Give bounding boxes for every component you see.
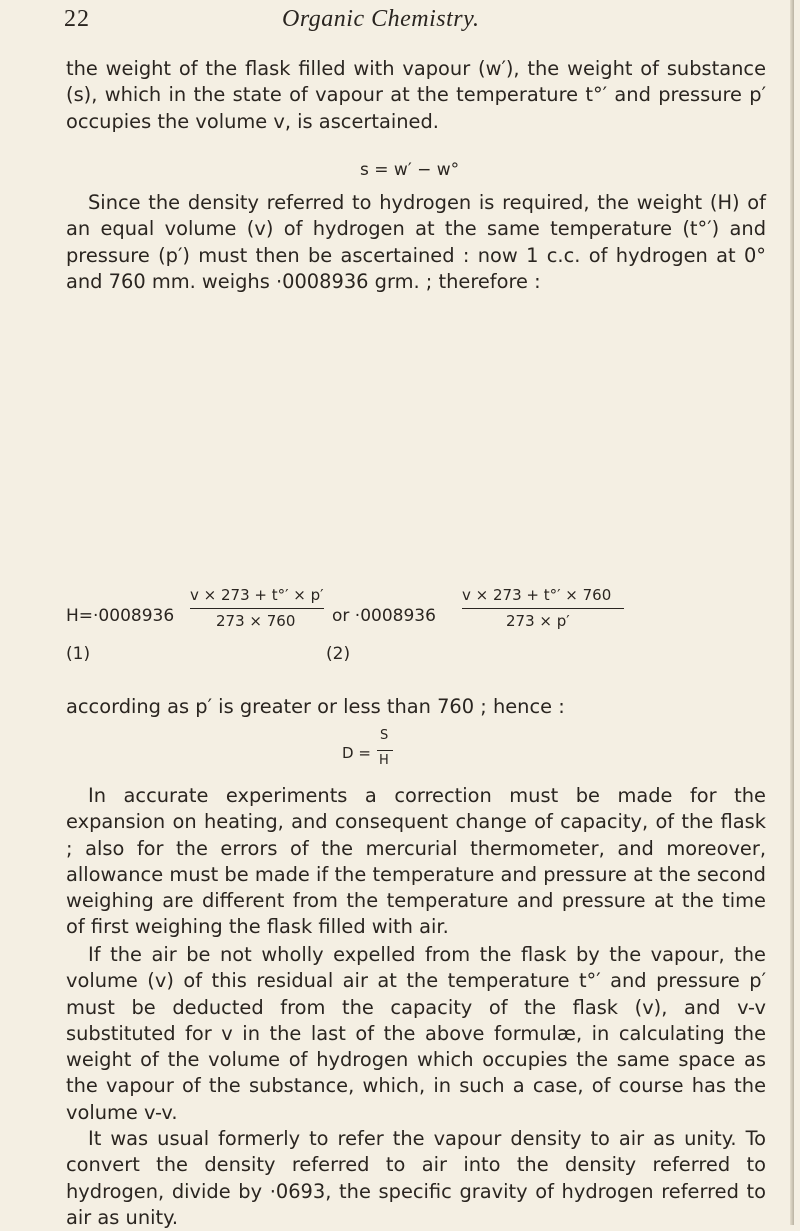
paragraph-4: In accurate experiments a correction must be made for the expansion on heating, and consequent change of capacity, of the flask ; also for the errors of the mercurial thermometer, and moreover, allowance must be made if the temperature and pressure at the second weighing are different from the temperature and pressure at the time of first weighing the flask filled with air. [66,784,766,939]
paragraph-3: according as p′ is greater or less than 760 ; hence : [66,695,565,718]
formula-denominator-2: 273 × p′ [506,612,570,630]
fraction-bar-2 [462,608,624,609]
formula-or: or ·0008936 [332,606,436,626]
equation-s: s = w′ − w° [360,160,460,180]
page-number: 22 [64,6,90,32]
running-title: Organic Chemistry. [282,6,480,32]
formula-denominator-1: 273 × 760 [216,612,296,630]
density-fraction-bar [377,750,393,751]
paragraph-6: It was usual formerly to refer the vapour density to air as unity. To convert the density referred to air into the density referred to hydrogen, divide by ·0693, the specific gravity of hydrogen referred to air as unity. [66,1127,766,1229]
hydrogen-weight-formula [66,586,766,696]
density-numerator: S [380,728,389,743]
density-lhs: D = [342,744,371,762]
density-equation [342,728,422,778]
formula-numerator-2: v × 273 + t°′ × 760 [462,586,612,604]
formula-numerator-1: v × 273 + t°′ × p′ [190,586,324,604]
page-edge [790,0,794,1225]
formula-label-1: (1) [66,644,91,664]
paragraph-5: If the air be not wholly expelled from the flask by the vapour, the volume (v) of this residual air at the temperature t°′ and pressure p′ must be deducted from the capacity of the flask (v), and v-v substituted for v in the last of the above formulæ, in calculating the weight of the volume of hydrogen which occupies the same space as the vapour of the substance, which, in such a case, of course has the volume v-v. [66,943,766,1124]
formula-label-2: (2) [326,644,351,664]
paragraph-1: the weight of the flask filled with vapour (w′), the weight of substance (s), which in the state of vapour at the temperature t°′ and pressure p′ occupies the volume v, is ascertained. [66,57,766,133]
formula-lhs: H=·0008936 [66,606,175,626]
density-denominator: H [379,753,389,768]
paragraph-2: Since the density referred to hydrogen is required, the weight (H) of an equal volume (v) of hydrogen at the same temperature (t°′) and pressure (p′) must then be ascertained : now 1 c.c. of hydrogen at 0° and 760 mm. weighs ·0008936 grm. ; therefore : [66,191,766,293]
fraction-bar-1 [190,608,324,609]
running-header [64,6,764,40]
